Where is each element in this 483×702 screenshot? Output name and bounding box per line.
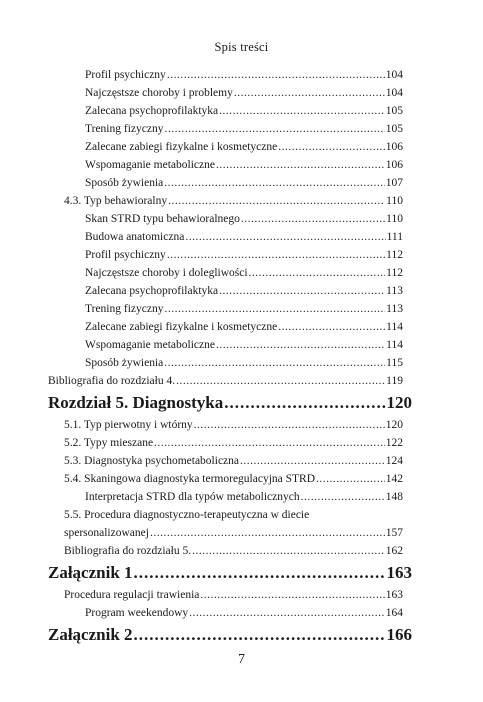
toc-entry: Program weekendowy ..... 164 [85,604,403,622]
toc-entry: Zalecane zabiegi fizykalne i kosmetyczne ..... 106 [85,138,403,156]
toc-entry: Sposób żywienia ..... 115 [85,354,403,372]
toc-section: Procedura regulacji trawienia ..... 163 [64,586,403,604]
toc-entry: Zalecana psychoprofilaktyka ..... 105 [85,102,403,120]
toc-entry: Sposób żywienia ..... 107 [85,174,403,192]
toc-entry: Budowa anatomiczna ..... 111 [85,228,403,246]
toc-entry: Zalecane zabiegi fizykalne i kosmetyczne ..... 114 [85,318,403,336]
page-number: 7 [238,652,245,667]
toc-section: 5.3. Diagnostyka psychometaboliczna ..... 124 [64,452,403,470]
toc-section: 4.3. Typ behawioralny ..... 110 [64,192,403,210]
toc-section: 5.1. Typ pierwotny i wtórny ..... 120 [64,416,403,434]
toc-section: 5.2. Typy mieszane ..... 122 [64,434,403,452]
toc-entry: Interpretacja STRD dla typów metabolicznych ..... 148 [85,488,403,506]
toc-entry: Profil psychiczny ..... 112 [85,246,403,264]
toc-section: 5.4. Skaningowa diagnostyka termoregulacyjna STRD ..... 142 [64,470,403,488]
toc-entry: Zalecana psychoprofilaktyka ..... 113 [85,282,403,300]
toc-entry: Najczęstsze choroby i problemy ..... 104 [85,84,403,102]
toc-entry: Wspomaganie metaboliczne ..... 106 [85,156,403,174]
toc-bibliography: Bibliografia do rozdziału 4. ..... 119 [48,372,403,390]
toc-entry: Najczęstsze choroby i dolegliwości ..... 112 [85,264,403,282]
toc-entry: Profil psychiczny ..... 104 [85,66,403,84]
toc-bibliography: Bibliografia do rozdziału 5. ..... 162 [64,542,403,560]
toc-entry: Trening fizyczny ..... 105 [85,120,403,138]
toc-section-line1: 5.5. Procedura diagnostyczno-terapeutyczna w diecie [64,509,310,521]
running-head: Spis treści [214,40,269,54]
toc-appendix: Załącznik 1 ..... 163 [48,562,412,584]
toc-entry: Trening fizyczny ..... 113 [85,300,403,318]
toc-section-line2: spersonalizowanej ..... 157 [64,524,403,542]
toc-chapter: Rozdział 5. Diagnostyka ..... 120 [48,392,412,414]
toc-appendix: Załącznik 2 ..... 166 [48,624,412,646]
toc-entry: Skan STRD typu behawioralnego ..... 110 [85,210,403,228]
toc-entry: Wspomaganie metaboliczne ..... 114 [85,336,403,354]
